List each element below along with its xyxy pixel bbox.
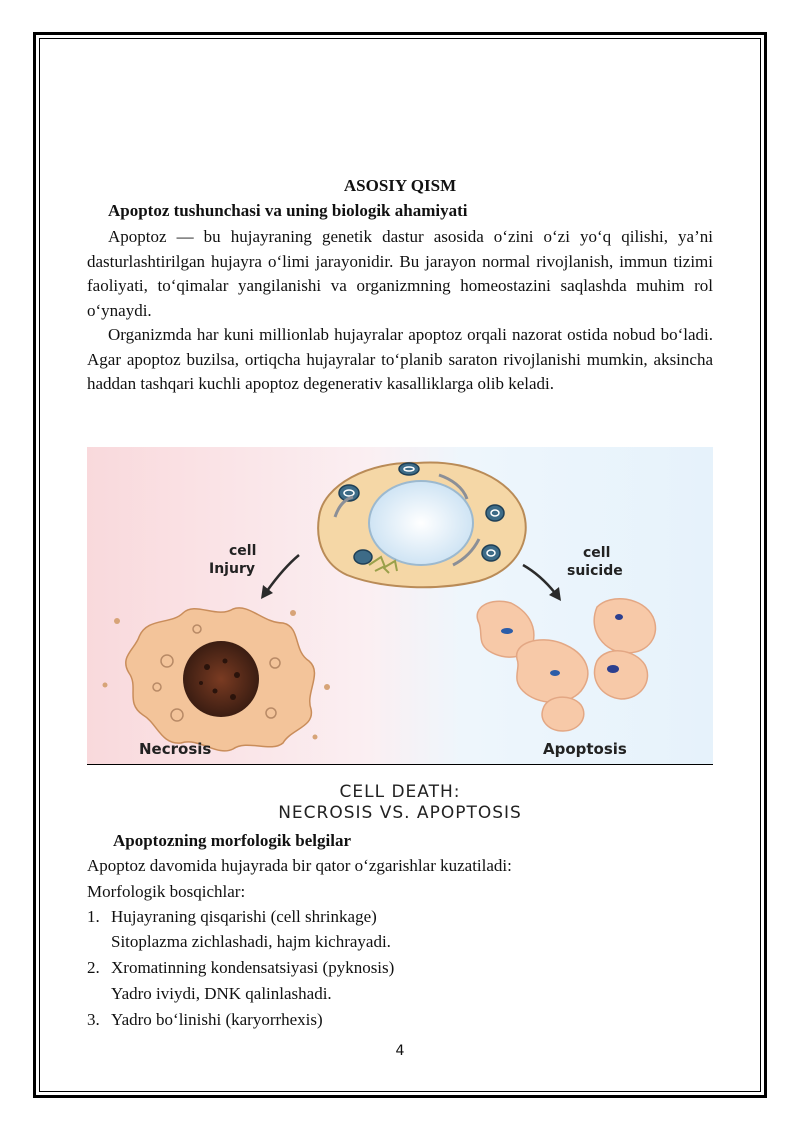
morph-stages-label: Morfologik bosqichlar: — [87, 882, 246, 901]
label-injury-2: Injury — [209, 561, 255, 577]
label-suicide-2: suicide — [567, 563, 623, 579]
label-necrosis: Necrosis — [139, 740, 212, 758]
healthy-cell — [318, 462, 526, 587]
figure-divider — [87, 764, 713, 765]
list-number: 3. — [87, 1010, 100, 1029]
cell-death-illustration — [87, 447, 713, 764]
paragraph-significance: Organizmda har kuni millionlab hujayralar apoptoz orqali nazorat ostida nobud bo‘ladi. Agar apoptoz buzilsa, ortiqcha hujayralar to‘planib saraton rivojlanishi mumkin, aksincha haddan tashqari kuchli apoptoz degenerativ kasalliklarga olib keladi. — [87, 325, 713, 393]
label-apoptosis: Apoptosis — [543, 740, 627, 758]
section-title: ASOSIY QISM — [343, 176, 457, 195]
cell-death-figure — [87, 447, 713, 764]
stage-title: Hujayraning qisqarishi (cell shrinkage) — [111, 907, 377, 926]
list-number: 2. — [87, 958, 100, 977]
figure-caption-line1: CELL DEATH: — [339, 782, 461, 802]
label-injury-1: cell — [229, 543, 257, 559]
figure-caption-line2: NECROSIS VS. APOPTOSIS — [278, 803, 522, 823]
morph-intro: Apoptoz davomida hujayrada bir qator o‘zgarishlar kuzatiladi: — [87, 856, 512, 875]
stage-description: Sitoplazma zichlashadi, hajm kichrayadi. — [111, 932, 391, 951]
list-number: 1. — [87, 907, 100, 926]
stage-title: Xromatinning kondensatsiyasi (pyknosis) — [111, 958, 395, 977]
stage-description: Yadro iviydi, DNK qalinlashadi. — [111, 984, 332, 1003]
stage-title: Yadro bo‘linishi (karyorrhexis) — [111, 1010, 323, 1029]
paragraph-definition: Apoptoz — bu hujayraning genetik dastur asosida o‘zini o‘zi yo‘q qilishi, ya’ni dasturlashtirilgan hujayra o‘limi jarayonidir. Bu jarayon normal rivojlanish, immun tizimi faoliyati, to‘qimalar yangilanishi va organizmning homeostazini saqlashda muhim rol o‘ynaydi. — [87, 227, 713, 320]
label-suicide-1: cell — [583, 545, 611, 561]
subsection-title: Apoptoz tushunchasi va uning biologik ahamiyati — [108, 201, 468, 220]
morph-heading: Apoptozning morfologik belgilar — [113, 831, 352, 850]
page-number: 4 — [395, 1043, 405, 1059]
